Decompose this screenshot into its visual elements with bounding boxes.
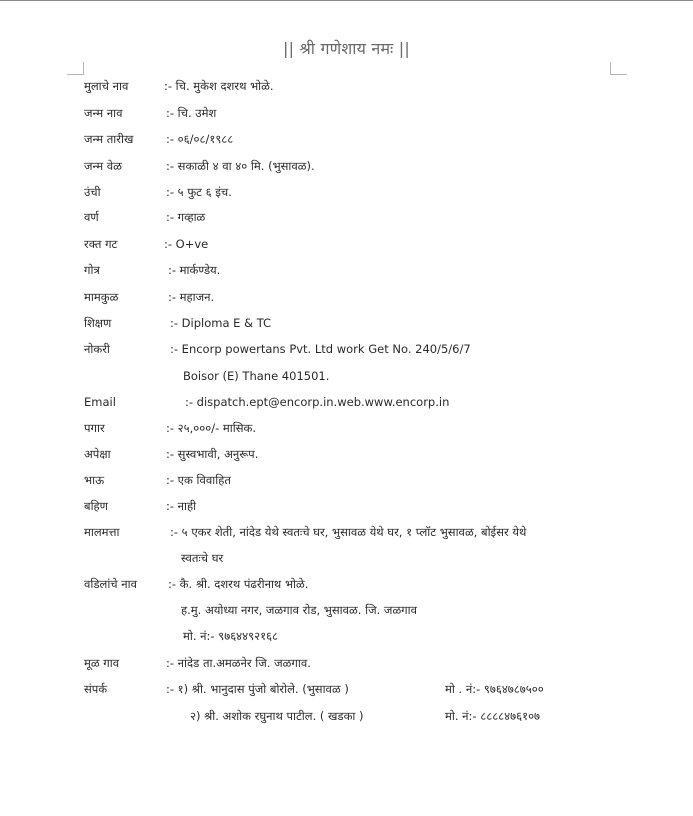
- field-value: :- महाजन.: [168, 290, 215, 304]
- field-label: संपर्क: [84, 682, 108, 696]
- field-value: :- १) श्री. भानुदास पुंजो बोरोले. (भुसावळ ): [166, 682, 349, 696]
- field-value: :- चि. मुकेश दशरथ भोळे.: [164, 79, 274, 93]
- field-label: उंची: [84, 185, 101, 199]
- page-corner-mark-right: [610, 62, 627, 75]
- field-label: मूळ गाव: [84, 656, 120, 670]
- field-label: वडिलांचे नाव: [84, 577, 138, 591]
- field-value: २) श्री. अशोक रघुनाथ पाटील. ( खडका ): [190, 709, 364, 723]
- window-top-border: [0, 0, 693, 1]
- field-label: नोकरी: [84, 342, 110, 356]
- field-label: जन्म वेळ: [84, 159, 122, 173]
- field-value: :- ५ एकर शेती, नांदेड येथे स्वतःचे घर, भुसावळ येथे घर, १ प्लॉट भुसावळ, बोईसर येथे: [170, 525, 527, 539]
- field-value: :- सुस्वभावी, अनुरूप.: [166, 447, 259, 461]
- field-label: अपेक्षा: [84, 447, 111, 461]
- document-heading: || श्री गणेशाय नमः ||: [283, 39, 410, 58]
- field-value: ह.मु. अयोध्या नगर, जळगाव रोड, भुसावळ. जि. जळगाव: [181, 603, 418, 617]
- field-label: शिक्षण: [84, 316, 112, 330]
- field-label: Email: [84, 395, 116, 409]
- field-value: Boisor (E) Thane 401501.: [183, 369, 330, 383]
- field-value: :- चि. उमेश: [166, 106, 217, 120]
- field-label: मामकुळ: [84, 290, 119, 304]
- field-value: :- Encorp powertans Pvt. Ltd work Get No. 240/5/6/7: [170, 342, 471, 356]
- field-value: :- गव्हाळ: [166, 210, 206, 224]
- field-label: पगार: [84, 421, 105, 435]
- contact-phone: मो. नं:- ८८८८४७६१०७: [445, 709, 541, 723]
- field-value: स्वतःचे घर: [181, 551, 224, 565]
- contact-phone: मो . नं:- ९७६४७८७५००: [445, 682, 544, 696]
- page-corner-mark-left: [67, 62, 84, 75]
- field-value: :- O+ve: [164, 237, 209, 251]
- field-value: :- ०६/०८/१९८८: [166, 132, 234, 146]
- field-value: :- सकाळी ४ वा ४० मि. (भुसावळ).: [166, 159, 315, 173]
- field-value: :- २५,०००/- मासिक.: [166, 421, 257, 435]
- field-value: :- नांदेड ता.अमळनेर जि. जळगाव.: [166, 656, 311, 670]
- field-label: भाऊ: [84, 473, 105, 487]
- field-value: :- Diploma E & TC: [170, 316, 272, 330]
- field-label: जन्म नाव: [84, 106, 123, 120]
- field-label: गोत्र: [84, 263, 100, 277]
- field-value: :- एक विवाहित: [166, 473, 231, 487]
- field-value: :- नाही: [166, 499, 197, 513]
- field-value: :- कै. श्री. दशरथ पंढरीनाथ भोळे.: [168, 577, 309, 591]
- field-value: :- ५ फुट ६ इंच.: [166, 185, 232, 199]
- field-label: बहिण: [84, 499, 108, 513]
- field-value: :- dispatch.ept@encorp.in.web.www.encorp.in: [185, 395, 450, 409]
- field-label: जन्म तारीख: [84, 132, 134, 146]
- field-label: मालमत्ता: [84, 525, 120, 539]
- field-value: :- मार्कण्डेय.: [168, 263, 221, 277]
- field-label: मुलाचे नाव: [84, 79, 129, 93]
- field-label: रक्त गट: [84, 237, 118, 251]
- field-label: वर्ण: [84, 210, 99, 224]
- field-value: मो. नं:- ९७६४४९२१६८: [183, 629, 279, 643]
